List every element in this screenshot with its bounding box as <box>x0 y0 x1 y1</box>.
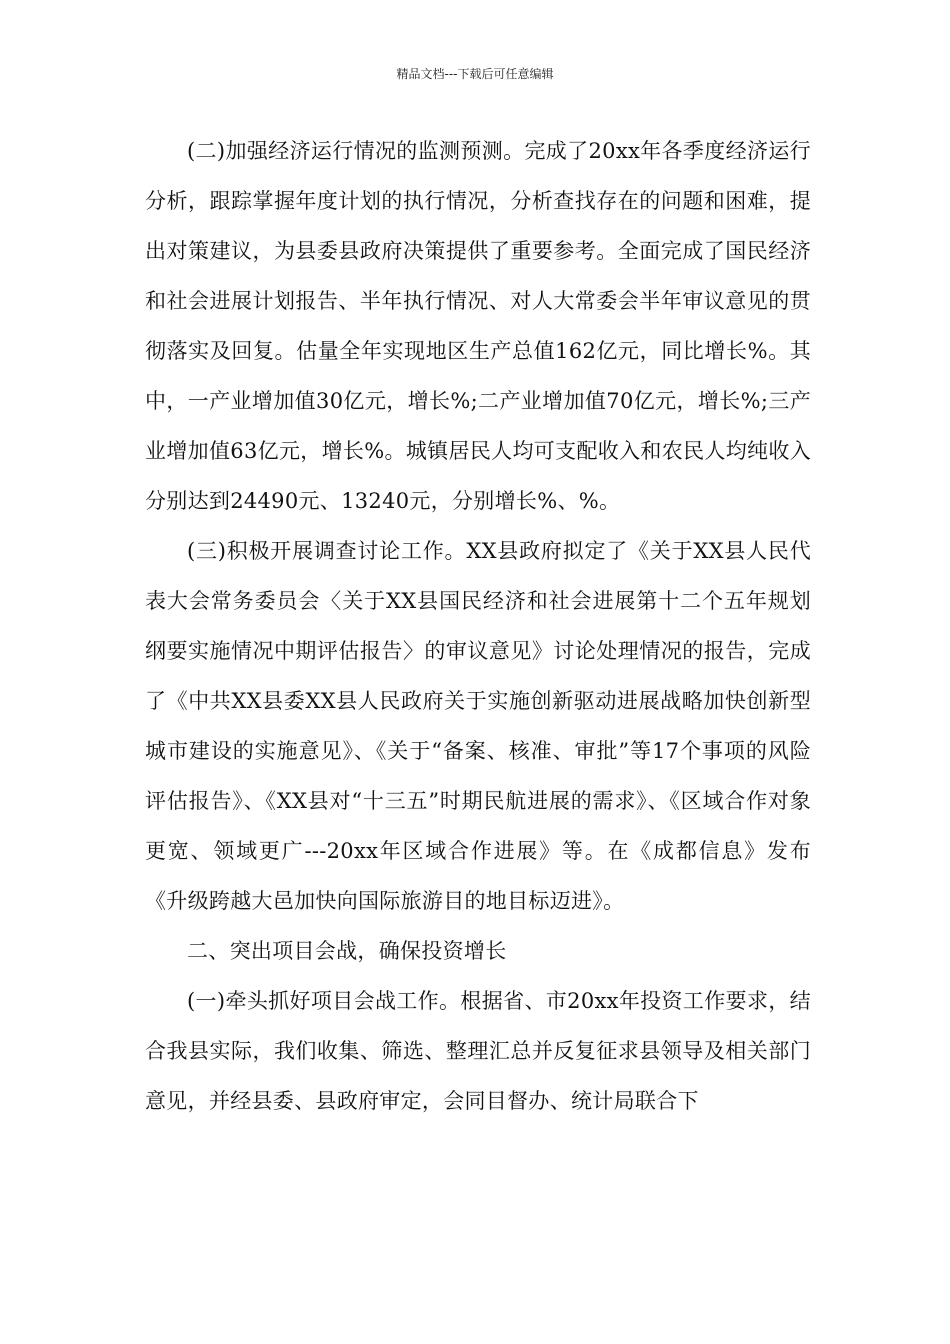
paragraph-economic-monitoring: (二)加强经济运行情况的监测预测。完成了20xx年各季度经济运行分析，跟踪掌握年度计划的执行情况，分析查找存在的问题和困难，提出对策建议，为县委县政府决策提供了重要参考。全面完成了国民经济和社会进展计划报告、半年执行情况、对人大常委会半年审议意见的贯彻落实及回复。估量全年实现地区生产总值162亿元，同比增长%。其中，一产业增加值30亿元，增长%;二产业增加值70亿元，增长%;三产业增加值63亿元，增长%。城镇居民人均可支配收入和农民人均纯收入分别达到24490元、13240元，分别增长%、%。 <box>145 139 811 513</box>
paragraph-research-work: (三)积极开展调查讨论工作。XX县政府拟定了《关于XX县人民代表大会常务委员会〈关于XX县国民经济和社会进展第十二个五年规划纲要实施情况中期评估报告〉的审议意见》讨论处理情况的报告，完成了《中共XX县委XX县人民政府关于实施创新驱动进展战略加快创新型城市建设的实施意见》、《关于“备案、核准、审批”等17个事项的风险评估报告》、《XX县对“十三五”时期民航进展的需求》、《区域合作对象更宽、领域更广---20xx年区域合作进展》等。在《成都信息》发布《升级跨越大邑加快向国际旅游目的地目标迈进》。 <box>145 539 811 913</box>
paragraph-project-campaign: (一)牵头抓好项目会战工作。根据省、市20xx年投资工作要求，结合我县实际，我们收集、筛选、整理汇总并反复征求县领导及相关部门意见，并经县委、县政府审定，会同目督办、统计局联合下 <box>145 989 811 1113</box>
page-header: 精品文档---下载后可任意编辑 <box>396 67 554 81</box>
section-heading-project-campaign: 二、突出项目会战，确保投资增长 <box>187 939 507 963</box>
document-body <box>145 126 811 1126</box>
